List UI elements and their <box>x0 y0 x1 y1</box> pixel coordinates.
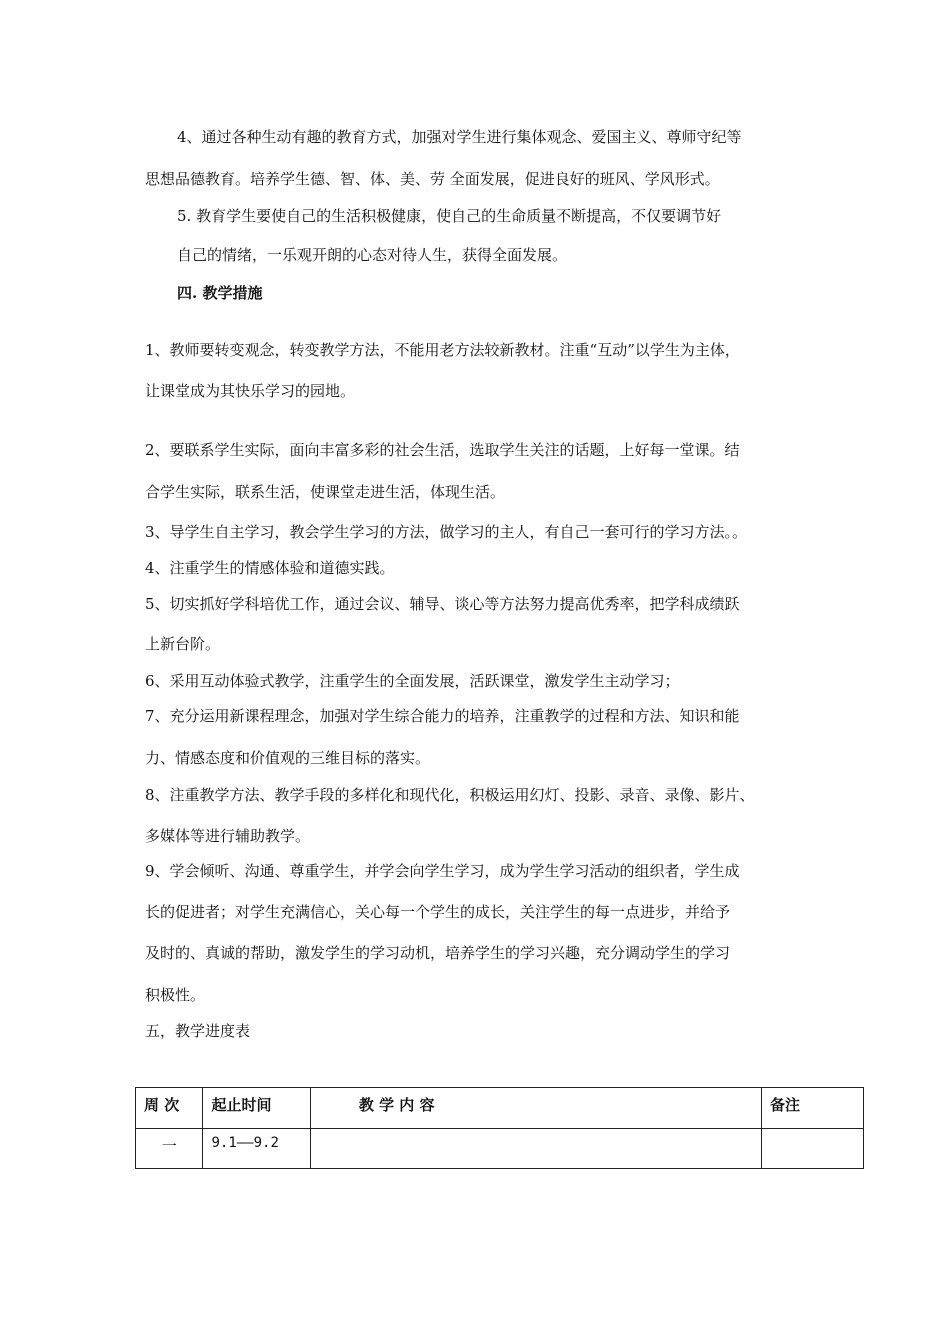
goal-item-5-line-1: 5. 教育学生要使自己的生活积极健康，使自己的生命质量不断提高，不仅要调节好 <box>177 207 722 225</box>
goal-item-4-line-1: 4、通过各种生动有趣的教育方式，加强对学生进行集体观念、爱国主义、尊师守纪等 <box>177 128 742 146</box>
cell-week: 一 <box>136 1129 203 1169</box>
schedule-heading: 五，教学进度表 <box>145 1022 251 1040</box>
measure-line: 多媒体等进行辅助教学。 <box>145 827 311 845</box>
cell-date-range: 9.1——9.2 <box>203 1129 310 1169</box>
schedule-table <box>135 1087 864 1169</box>
measure-line: 7、充分运用新课程理念，加强对学生综合能力的培养，注重教学的过程和方法、知识和能 <box>145 707 740 725</box>
measure-line: 让课堂成为其快乐学习的园地。 <box>145 382 356 400</box>
measure-line: 2、要联系学生实际，面向丰富多彩的社会生活，选取学生关注的话题，上好每一堂课。结 <box>145 441 740 459</box>
measure-line: 力、情感态度和价值观的三维目标的落实。 <box>145 749 431 767</box>
measure-line: 积极性。 <box>145 986 206 1004</box>
header-date-range: 起止时间 <box>203 1088 310 1129</box>
measures-heading: 四. 教学措施 <box>177 284 263 302</box>
schedule-header-row <box>136 1088 864 1129</box>
goal-item-5-line-2: 自己的情绪，一乐观开朗的心态对待人生，获得全面发展。 <box>177 246 568 264</box>
cell-notes <box>761 1129 863 1169</box>
measure-line: 1、教师要转变观念，转变教学方法，不能用老方法较新教材。注重“互动”以学生为主体， <box>145 341 740 359</box>
header-content: 教 学 内 容 <box>310 1088 761 1129</box>
measure-line: 9、学会倾听、沟通、尊重学生，并学会向学生学习，成为学生学习活动的组织者，学生成 <box>145 862 740 880</box>
measure-line: 6、采用互动体验式教学，注重学生的全面发展，活跃课堂，激发学生主动学习； <box>145 672 680 690</box>
measure-line: 3、导学生自主学习，教会学生学习的方法，做学习的主人，有自己一套可行的学习方法。。 <box>145 523 748 541</box>
measure-line: 8、注重教学方法、教学手段的多样化和现代化，积极运用幻灯、投影、录音、录像、影片、 <box>145 786 755 804</box>
header-week: 周 次 <box>136 1088 203 1129</box>
measure-line: 长的促进者；对学生充满信心，关心每一个学生的成长，关注学生的每一点进步，并给予 <box>145 903 731 921</box>
measure-line: 合学生实际，联系生活，使课堂走进生活，体现生活。 <box>145 483 506 501</box>
measure-line: 5、切实抓好学科培优工作，通过会议、辅导、谈心等方法努力提高优秀率，把学科成绩跃 <box>145 595 740 613</box>
measure-line: 4、注重学生的情感体验和道德实践。 <box>145 559 395 577</box>
table-row <box>136 1129 864 1169</box>
measure-line: 上新台阶。 <box>145 635 221 653</box>
goal-item-4-line-2: 思想品德教育。培养学生德、智、体、美、劳 全面发展，促进良好的班风、学风形式。 <box>145 170 720 188</box>
cell-content <box>310 1129 761 1169</box>
measure-line: 及时的、真诚的帮助，激发学生的学习动机，培养学生的学习兴趣，充分调动学生的学习 <box>145 944 731 962</box>
header-notes: 备注 <box>761 1088 863 1129</box>
